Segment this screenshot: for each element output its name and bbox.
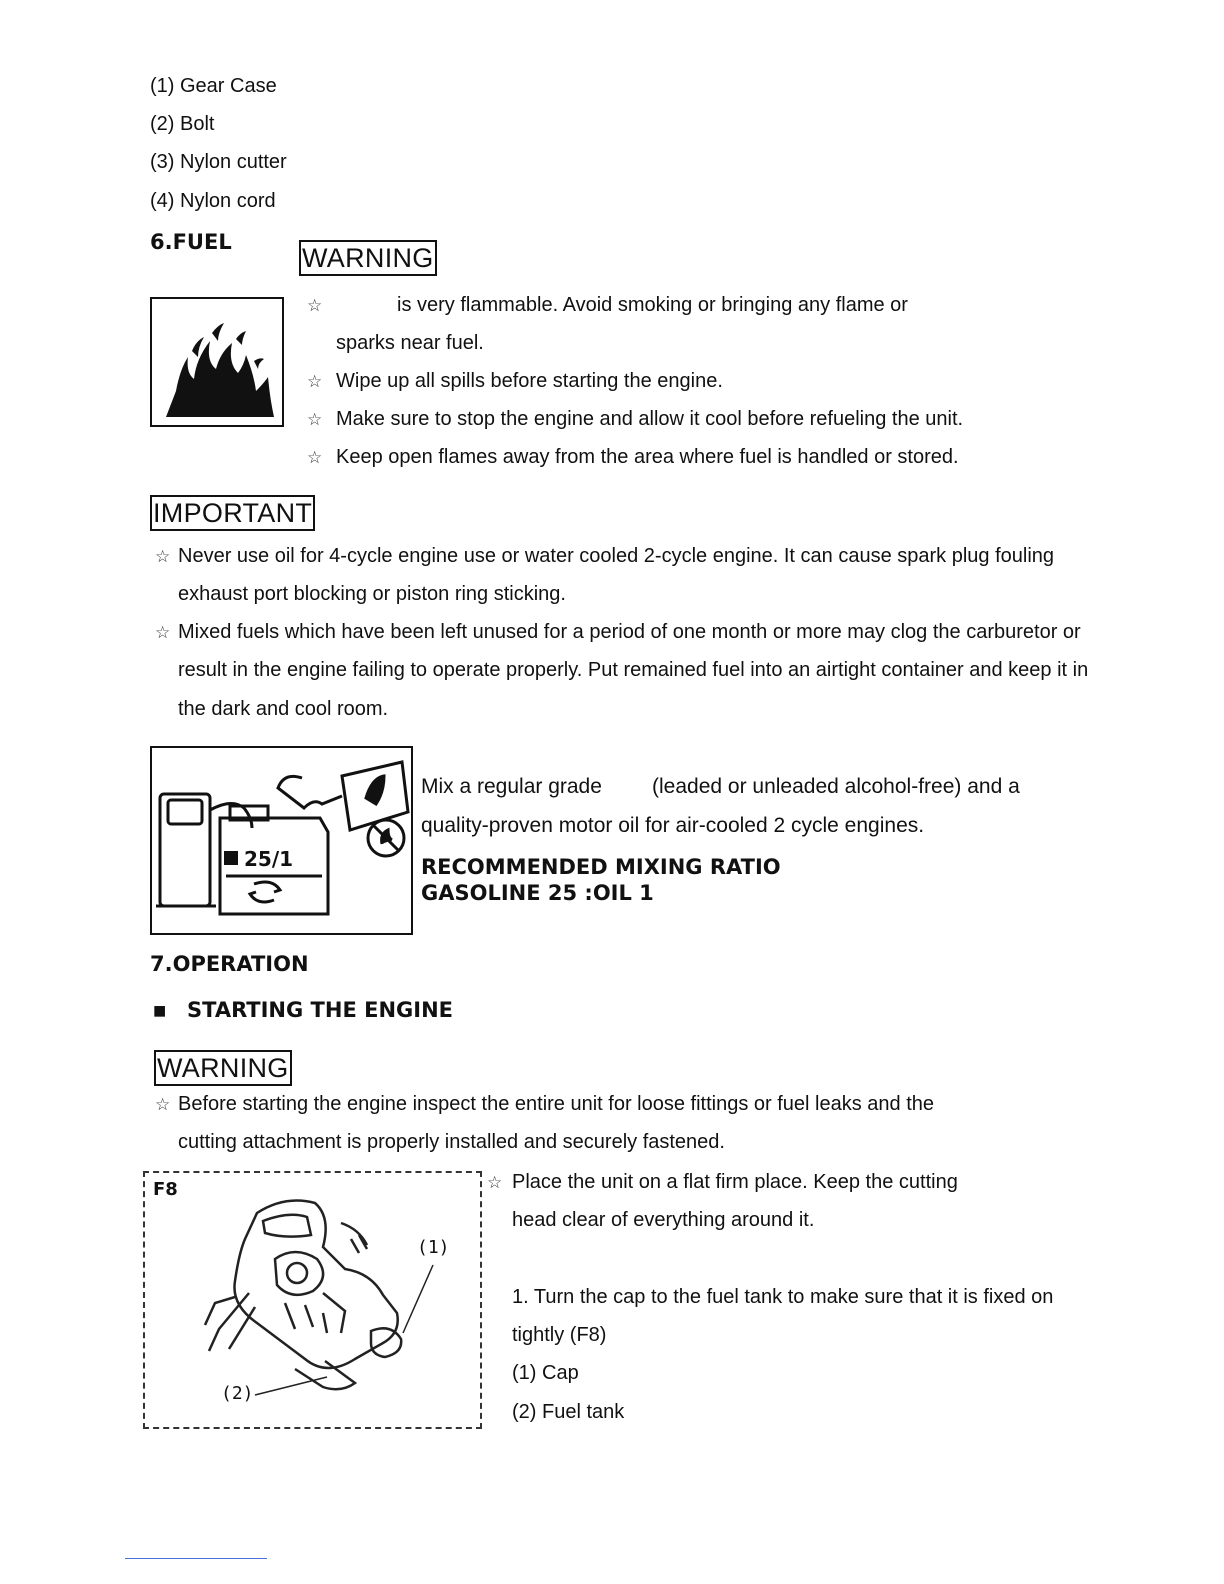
star-bullet-icon: ☆ [307, 410, 323, 429]
important-bullet-1-line: exhaust port blocking or piston ring sticking. [178, 583, 566, 605]
important-bullet-2-line: Mixed fuels which have been left unused for a period of one month or more may clog the carburetor or [178, 621, 1081, 643]
mixing-ratio-heading: RECOMMENDED MIXING RATIO [421, 855, 781, 879]
parts-list-item: (3) Nylon cutter [150, 151, 287, 173]
figure-label: F8 [153, 1179, 178, 1200]
fuel-bullet-3: Make sure to stop the engine and allow it cool before refueling the unit. [336, 408, 964, 430]
f8-step-line: 1. Turn the cap to the fuel tank to make sure that it is fixed on [512, 1286, 1054, 1308]
important-bullet-1-line: Never use oil for 4-cycle engine use or water cooled 2-cycle engine. It can cause spark plug fouling [178, 545, 1055, 567]
operation-warning-line: Before starting the engine inspect the entire unit for loose fittings or fuel leaks and the [178, 1093, 935, 1115]
no-fire-icon [368, 820, 404, 856]
f8-step-line: tightly (F8) [512, 1324, 607, 1346]
fuel-bullet-1-line1: is very flammable. Avoid smoking or bringing any flame or [397, 294, 908, 316]
parts-list-item: (4) Nylon cord [150, 190, 276, 212]
fuel-warning-label: WARNING [299, 240, 437, 276]
figure-f8 [143, 1171, 482, 1429]
important-label: IMPORTANT [150, 495, 315, 531]
star-bullet-icon: ☆ [307, 448, 323, 467]
f8-bullet-line: Place the unit on a flat firm place. Keep the cutting [512, 1171, 958, 1193]
engine-fuel-tank-drawing [145, 1173, 480, 1427]
fuel-bullet-1-line2: sparks near fuel. [336, 332, 484, 354]
can-ratio-label: 25/1 [244, 847, 294, 871]
square-bullet-icon: ■ [153, 998, 167, 1023]
mix-text-part2: (leaded or unleaded alcohol-free) and a [652, 775, 1020, 798]
star-bullet-icon: ☆ [307, 296, 323, 315]
star-bullet-icon: ☆ [155, 547, 171, 566]
starting-engine-subheading: STARTING THE ENGINE [187, 998, 454, 1022]
flame-icon [152, 299, 282, 425]
star-bullet-icon: ☆ [155, 623, 171, 642]
mix-text-line2: quality-proven motor oil for air-cooled 2 cycle engines. [421, 814, 925, 837]
parts-list-item: (2) Bolt [150, 113, 215, 135]
mixing-ratio-value: GASOLINE 25 :OIL 1 [421, 881, 654, 905]
important-bullet-2-line: result in the engine failing to operate properly. Put remained fuel into an airtight container and keep it in [178, 659, 1089, 681]
mix-text-part1: Mix a regular grade [421, 775, 602, 798]
operation-heading: 7.OPERATION [150, 952, 309, 976]
f8-part-item: (2) Fuel tank [512, 1401, 625, 1423]
f8-part-item: (1) Cap [512, 1362, 579, 1384]
fuel-heading: 6.FUEL [150, 230, 232, 254]
operation-warning-label: WARNING [154, 1050, 292, 1086]
star-bullet-icon: ☆ [155, 1095, 171, 1114]
star-bullet-icon: ☆ [487, 1173, 503, 1192]
fuel-pump-icon [156, 794, 252, 906]
flame-hazard-icon [150, 297, 284, 427]
operation-warning-line: cutting attachment is properly installed and securely fastened. [178, 1131, 725, 1153]
f8-bullet-line: head clear of everything around it. [512, 1209, 815, 1231]
callout-2: (2) [221, 1383, 254, 1404]
fuel-bullet-2: Wipe up all spills before starting the engine. [336, 370, 723, 392]
important-bullet-2-line: the dark and cool room. [178, 698, 389, 720]
fuel-mixing-illustration [150, 746, 413, 935]
footnote-divider [125, 1558, 267, 1559]
callout-1: (1) [417, 1237, 450, 1258]
parts-list-item: (1) Gear Case [150, 75, 277, 97]
fuel-bullet-4: Keep open flames away from the area where fuel is handled or stored. [336, 446, 959, 468]
star-bullet-icon: ☆ [307, 372, 323, 391]
